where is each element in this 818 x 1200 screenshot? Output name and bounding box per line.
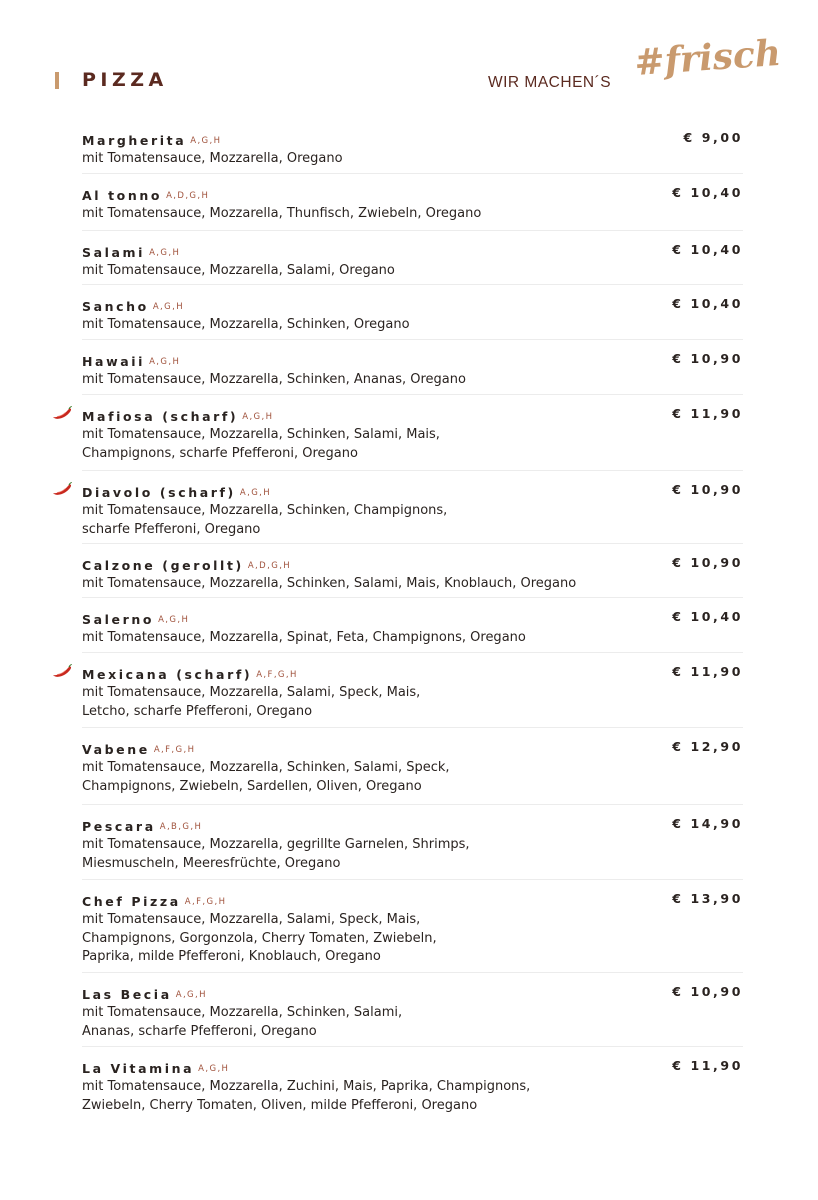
item-name: Chef Pizza bbox=[82, 894, 181, 909]
item-name-line bbox=[82, 664, 298, 680]
item-price: € 10,40 bbox=[672, 296, 743, 311]
item-separator bbox=[82, 879, 743, 880]
item-description: mit Tomatensauce, Mozzarella, Zuchini, Mais, Paprika, Champignons, Zwiebeln, Cherry Tomaten, Oliven, milde Pfefferoni, Oregano bbox=[82, 1079, 531, 1113]
item-price: € 11,90 bbox=[672, 406, 743, 421]
item-separator bbox=[82, 543, 743, 544]
item-description: mit Tomatensauce, Mozzarella, Schinken, Oregano bbox=[82, 317, 410, 332]
allergen-codes: A,D,G,H bbox=[166, 191, 210, 201]
allergen-codes: A,G,H bbox=[242, 412, 274, 422]
item-name: La Vitamina bbox=[82, 1061, 195, 1076]
item-price: € 10,40 bbox=[672, 242, 743, 257]
item-name-line bbox=[82, 130, 221, 146]
item-description: mit Tomatensauce, Mozzarella, Salami, Speck, Mais, Letcho, scharfe Pfefferoni, Oregano bbox=[82, 685, 421, 719]
item-name: Mexicana (scharf) bbox=[82, 667, 253, 682]
allergen-codes: A,F,G,H bbox=[153, 745, 196, 755]
item-name: Calzone (gerollt) bbox=[82, 558, 244, 573]
allergen-codes: A,F,G,H bbox=[184, 897, 227, 907]
item-name: Al tonno bbox=[82, 188, 163, 203]
chili-icon bbox=[50, 403, 74, 421]
item-price: € 10,40 bbox=[672, 185, 743, 200]
chili-icon bbox=[50, 479, 74, 497]
item-price: € 10,90 bbox=[672, 984, 743, 999]
item-description: mit Tomatensauce, Mozzarella, Schinken, Salami, Mais, Champignons, scharfe Pfefferoni, Oregano bbox=[82, 427, 440, 461]
item-separator bbox=[82, 804, 743, 805]
item-name-line bbox=[82, 242, 180, 258]
item-name-line bbox=[82, 185, 209, 201]
tagline: WIR MACHEN´S bbox=[488, 74, 612, 91]
item-name-line bbox=[82, 816, 202, 832]
allergen-codes: A,G,H bbox=[190, 136, 222, 146]
item-separator bbox=[82, 972, 743, 973]
item-name: Sancho bbox=[82, 299, 149, 314]
item-name: Diavolo (scharf) bbox=[82, 485, 236, 500]
item-price: € 11,90 bbox=[672, 1058, 743, 1073]
header-accent-bar bbox=[55, 72, 59, 89]
menu-header bbox=[0, 0, 818, 120]
allergen-codes: A,F,G,H bbox=[256, 670, 298, 680]
item-price: € 11,90 bbox=[672, 664, 743, 679]
item-separator bbox=[82, 1046, 743, 1047]
item-description: mit Tomatensauce, Mozzarella, Oregano bbox=[82, 151, 343, 166]
item-name-line bbox=[82, 739, 195, 755]
item-name: Mafiosa (scharf) bbox=[82, 409, 239, 424]
item-name-line bbox=[82, 555, 291, 571]
item-name: Vabene bbox=[82, 742, 150, 757]
item-description: mit Tomatensauce, Mozzarella, Schinken, Champignons, scharfe Pfefferoni, Oregano bbox=[82, 503, 448, 537]
item-description: mit Tomatensauce, Mozzarella, Spinat, Feta, Champignons, Oregano bbox=[82, 630, 526, 645]
item-price: € 10,90 bbox=[672, 482, 743, 497]
allergen-codes: A,G,H bbox=[152, 302, 185, 312]
item-separator bbox=[82, 339, 743, 340]
allergen-codes: A,B,G,H bbox=[159, 822, 203, 832]
item-price: € 12,90 bbox=[672, 739, 743, 754]
allergen-codes: A,G,H bbox=[175, 990, 207, 1000]
item-name: Las Becia bbox=[82, 987, 172, 1002]
item-name: Salerno bbox=[82, 612, 155, 627]
item-price: € 10,90 bbox=[672, 351, 743, 366]
item-description: mit Tomatensauce, Mozzarella, Salami, Speck, Mais, Champignons, Gorgonzola, Cherry Tomaten, Zwiebeln, Paprika, milde Pfefferoni, Knoblauch, Oregano bbox=[82, 912, 437, 965]
allergen-codes: A,G,H bbox=[158, 615, 190, 625]
section-title: PIZZA bbox=[82, 69, 168, 91]
allergen-codes: A,G,H bbox=[239, 488, 272, 498]
item-separator bbox=[82, 652, 743, 653]
item-separator bbox=[82, 284, 743, 285]
allergen-codes: A,D,G,H bbox=[247, 561, 292, 571]
item-name: Pescara bbox=[82, 819, 156, 834]
item-name: Hawaii bbox=[82, 354, 146, 369]
item-description: mit Tomatensauce, Mozzarella, Salami, Oregano bbox=[82, 263, 395, 278]
item-name-line bbox=[82, 351, 180, 367]
allergen-codes: A,G,H bbox=[149, 357, 181, 367]
chili-icon bbox=[50, 661, 74, 679]
item-description: mit Tomatensauce, Mozzarella, Thunfisch, Zwiebeln, Oregano bbox=[82, 206, 482, 221]
item-separator bbox=[82, 470, 743, 471]
allergen-codes: A,G,H bbox=[149, 248, 181, 258]
item-separator bbox=[82, 173, 743, 174]
item-description: mit Tomatensauce, Mozzarella, Schinken, Salami, Ananas, scharfe Pfefferoni, Oregano bbox=[82, 1005, 403, 1039]
item-price: € 13,90 bbox=[672, 891, 743, 906]
item-description: mit Tomatensauce, Mozzarella, Schinken, Salami, Mais, Knoblauch, Oregano bbox=[82, 576, 577, 591]
item-price: € 10,90 bbox=[672, 555, 743, 570]
item-name-line bbox=[82, 296, 184, 312]
item-name-line bbox=[82, 609, 189, 625]
item-separator bbox=[82, 727, 743, 728]
item-price: € 14,90 bbox=[672, 816, 743, 831]
item-separator bbox=[82, 230, 743, 231]
allergen-codes: A,G,H bbox=[198, 1064, 230, 1074]
item-name-line bbox=[82, 984, 207, 1000]
item-price: € 10,40 bbox=[672, 609, 743, 624]
item-name-line bbox=[82, 1058, 229, 1074]
item-separator bbox=[82, 597, 743, 598]
item-name-line bbox=[82, 482, 271, 498]
item-separator bbox=[82, 394, 743, 395]
item-name-line bbox=[82, 891, 226, 907]
item-price: € 9,00 bbox=[683, 130, 743, 145]
item-description: mit Tomatensauce, Mozzarella, gegrillte Garnelen, Shrimps, Miesmuscheln, Meeresfrüchte, Oregano bbox=[82, 837, 470, 871]
brand-hashtag: #frisch bbox=[633, 31, 783, 85]
item-description: mit Tomatensauce, Mozzarella, Schinken, Ananas, Oregano bbox=[82, 372, 466, 387]
item-description: mit Tomatensauce, Mozzarella, Schinken, Salami, Speck, Champignons, Zwiebeln, Sardellen, Oliven, Oregano bbox=[82, 760, 450, 794]
item-name: Salami bbox=[82, 245, 146, 260]
item-name-line bbox=[82, 406, 273, 422]
item-name: Margherita bbox=[82, 133, 187, 148]
